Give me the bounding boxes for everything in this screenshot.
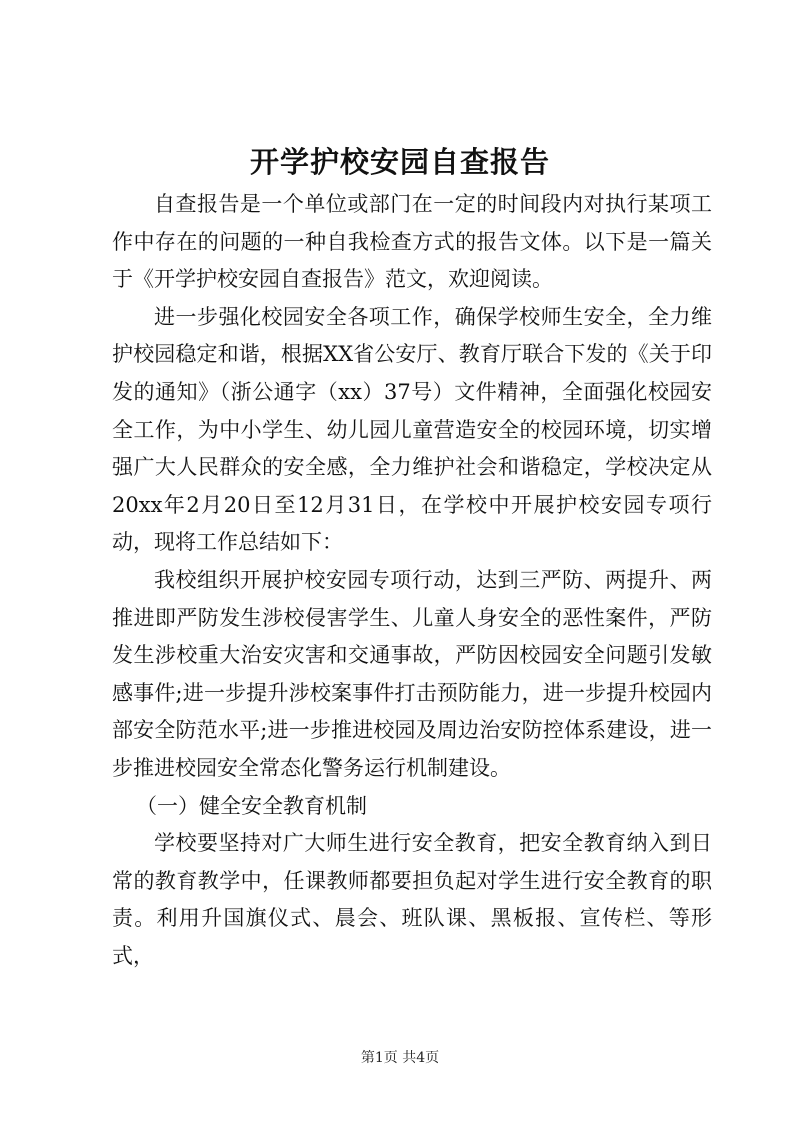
paragraph-goals: 我校组织开展护校安园专项行动，达到三严防、两提升、两推进即严防发生涉校侵害学生、儿童人身安全的恶性案件，严防发生涉校重大治安灾害和交通事故，严防因校园安全问题引发敏感事件;进一步提升涉校案事件打击预防能力，进一步提升校园内部安全防范水平;进一步推进校园及周边治安防控体系建设，进一步推进校园安全常态化警务运行机制建设。: [112, 567, 712, 780]
section-heading: （一）健全安全教育机制: [136, 793, 367, 818]
paragraph-background: 进一步强化校园安全各项工作，确保学校师生安全，全力维护校园稳定和谐，根据XX省公安厅、教育厅联合下发的《关于印发的通知》（浙公通字（xx）37号）文件精神，全面强化校园安全工作，为中小学生、幼儿园儿童营造安全的校园环境，切实增强广大人民群众的安全感，全力维护社会和谐稳定，学校决定从20xx年2月20日至12月31日，在学校中开展护校安园专项行动，现将工作总结如下：: [112, 304, 712, 555]
document-title: 开学护校安园自查报告: [249, 145, 550, 179]
document-body: [112, 186, 712, 975]
paragraph-education: 学校要坚持对广大师生进行安全教育，把安全教育纳入到日常的教育教学中，任课教师都要担负起对学生进行安全教育的职责。利用升国旗仪式、晨会、班队课、黑板报、宣传栏、等形式，: [112, 831, 712, 968]
paragraph-intro: 自查报告是一个单位或部门在一定的时间段内对执行某项工作中存在的问题的一种自我检查方式的报告文体。以下是一篇关于《开学护校安园自查报告》范文，欢迎阅读。: [112, 192, 712, 292]
page-number-footer: 第1页 共4页: [360, 1050, 440, 1066]
